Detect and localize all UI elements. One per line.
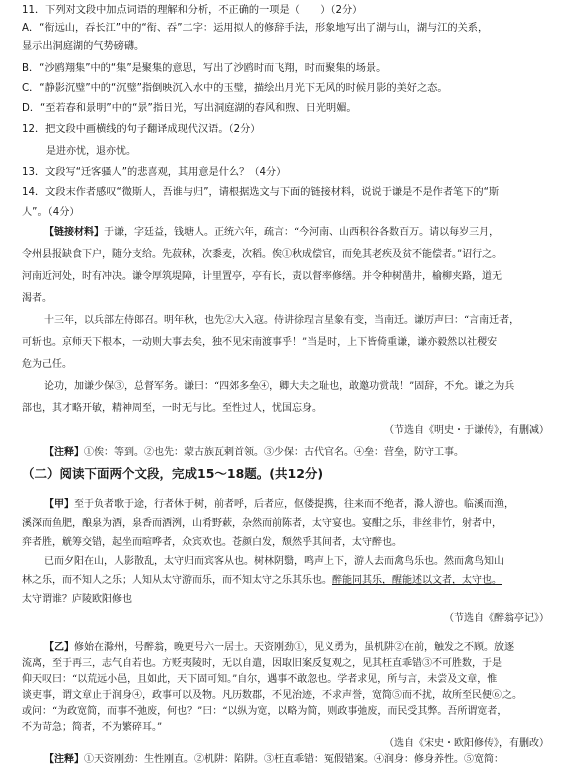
jia-line-5 (22, 574, 561, 587)
yi-tag: 【乙】 (44, 642, 74, 653)
yi-line-1 (44, 641, 561, 654)
link-p1-2: 令州县报缺食下户，随分支给。先菽秫，次黍麦，次稻。俟①秋成偿官，而免其老疾及贫不能偿者。”诏行之。 (22, 249, 503, 260)
jia-text-1: 至于负者歌于途，行者休于树，前者呼，后者应，伛偻提携，往来而不绝者，滁人游也。临溪而渔， (74, 499, 514, 510)
link-p2-3: 危为己任。 (22, 359, 72, 370)
q11-stem: 11．下列对文段中加点词语的理解和分析，不正确的一项是（ ）（2分） (22, 5, 363, 16)
link-notes-tag: 【注释】 (44, 447, 84, 458)
link-p1-3: 河南近河处，时有冲决。谦令厚筑堤障，计里置亭，亭有长，责以督率修缮。并令种树凿井，榆柳夹路，道无 (22, 271, 502, 282)
q11-option-a-cont: 显示出洞庭湖的气势磅礴。 (22, 41, 145, 52)
yi-line-2: 流离，至于再三，志气自若也。方贬夷陵时，无以自遣，因取旧案反复观之，见其枉直乖错③不可胜数，于是 (22, 658, 502, 669)
yi-line-6: 不为苛急；简者，不为繁碎耳。” (22, 722, 163, 733)
link-notes-text: ①俟：等到。②也先：蒙古族瓦剌首领。③少保：古代官名。④垒：营垒，防守工事。 (84, 447, 464, 458)
link-p1-4: 渴者。 (22, 293, 52, 304)
yi-line-5: 或问：“为政宽简，而事不弛废，何也？”曰：“以纵为宽，以略为简，则政事弛废，而民受其弊。吾所谓宽者， (22, 706, 508, 717)
yi-line-4: 谈吏事，谓文章止于润身④，政事可以及物。凡历数郡，不见治迹，不求声誉，宽简⑤而不扰，故所至民便⑥之。 (22, 690, 522, 701)
q14-stem-cont: 人”。（4分） (22, 207, 80, 218)
q12-stem: 12．把文段中画横线的句子翻译成现代汉语。（2分） (22, 124, 261, 135)
yi-source: （选自《宋史・欧阳修传》，有删改） (384, 738, 549, 749)
link-p2-2: 可斩也。京师天下根本，一动则大事去矣，独不见宋南渡事乎！”当是时，上下皆倚重谦，谦亦毅然以社稷安 (22, 337, 498, 348)
link-material-tag: 【链接材料】 (44, 227, 104, 238)
yi-notes-text: ①天资刚劲：生性刚直。②机阱：陷阱。③枉直乖错：冤假错案。④润身：修身养性。⑤宽简： (84, 754, 504, 765)
section-two-heading: （二）阅读下面两个文段，完成15～18题。(共12分) (22, 466, 324, 481)
link-notes (44, 446, 561, 459)
q13-stem: 13．文段写“迁客骚人”的悲喜观，其用意是什么？（4分） (22, 167, 287, 178)
yi-text-1: 修始在滁州，号醉翁，晚更号六一居士。天资刚劲①，见义勇为，虽机阱②在前，触发之不顾。放逐 (74, 642, 514, 653)
q11-option-c: C．“静影沉璧”中的“沉璧”指倒映沉入水中的玉璧，描绘出月光下无风的时候月影的美好之态。 (22, 83, 448, 94)
q11-option-a: A．“衔远山，吞长江”中的“衔、吞”二字：运用拟人的修辞手法，形象地写出了湖与山，湖与江的关系， (22, 23, 489, 34)
jia-tag: 【甲】 (44, 499, 74, 510)
jia-line-3: 弈者胜，觥筹交错，起坐而喧哗者，众宾欢也。苍颜白发，颓然乎其间者，太守醉也。 (22, 537, 402, 548)
q12-sentence: 是进亦忧，退亦忧。 (46, 146, 136, 157)
link-p3-1: 论功，加谦少保③，总督军务。谦曰：“四郊多垒④，卿大夫之耻也，敢邀功赏哉！”固辞，不允。谦之为兵 (44, 381, 515, 392)
yi-notes-tag: 【注释】 (44, 754, 84, 765)
q14-stem: 14．文段末作者感叹“微斯人，吾谁与归”，请根据选文与下面的链接材料，说说于谦是不是作者笔下的“斯 (22, 187, 500, 198)
jia-line-6: 太守谓谁？庐陵欧阳修也 (22, 594, 132, 605)
q11-option-b: B．“沙鸥翔集”中的“集”是聚集的意思，写出了沙鸥时而飞翔，时而聚集的场景。 (22, 63, 387, 74)
jia-line-2: 溪深而鱼肥，酿泉为酒，泉香而酒洌，山肴野蔌，杂然而前陈者，太守宴也。宴酣之乐，非丝非竹，射者中， (22, 518, 502, 529)
link-p1-1: 于谦，字廷益，钱塘人。正统六年，疏言：“今河南、山西积谷各数百万。请以每岁三月， (104, 227, 500, 238)
jia-line-1 (44, 498, 561, 511)
jia-text-5a: 林之乐，而不知人之乐；人知从太守游而乐，而不知太守之乐其乐也。 (22, 575, 332, 586)
link-p2-1: 十三年，以兵部左侍郎召。明年秋，也先②大入寇。侍讲徐珵言星象有变，当南迁。谦厉声曰：“言南迁者， (44, 315, 520, 326)
q11-option-d: D．“至若春和景明”中的“景”指日光，写出洞庭湖的春风和煦、日光明媚。 (22, 103, 357, 114)
link-material-line (44, 226, 561, 239)
link-source: （节选自《明史・于谦传》，有删减） (384, 425, 549, 436)
jia-line-4: 已而夕阳在山，人影散乱，太守归而宾客从也。树林阴翳，鸣声上下，游人去而禽鸟乐也。然而禽鸟知山 (44, 556, 504, 567)
link-p3-2: 部也，其才略开敏，精神周至，一时无与比。至性过人，忧国忘身。 (22, 403, 322, 414)
jia-underlined-sentence: 醉能同其乐，醒能述以文者，太守也。 (332, 575, 502, 586)
yi-notes (44, 753, 561, 766)
yi-line-3: 仰天叹曰：“以荒远小邑，且如此，天下固可知。”自尔，遇事不敢忽也。学者求见，所与言，未尝及文章，惟 (22, 674, 498, 685)
jia-source: （节选自《醉翁亭记》） (444, 613, 549, 624)
